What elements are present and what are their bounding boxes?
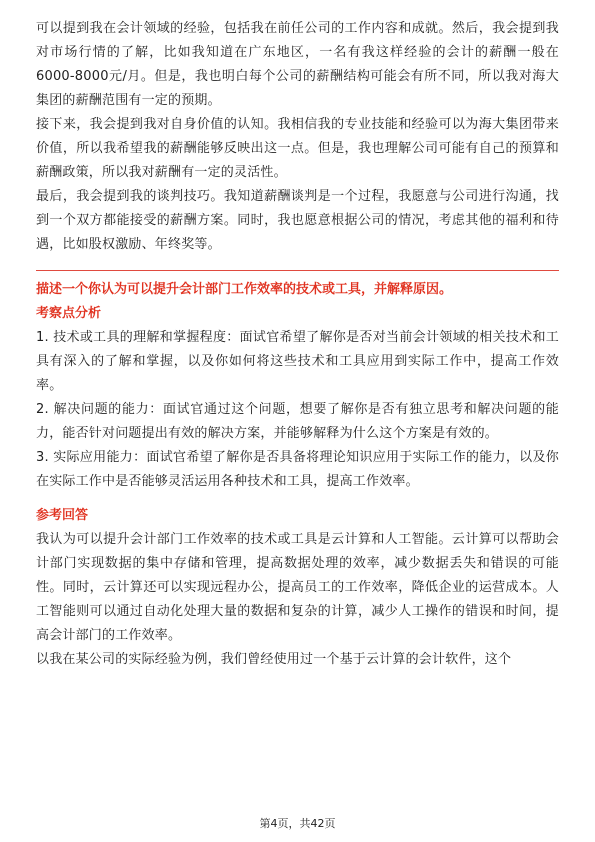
answer-title: 参考回答 (36, 508, 89, 523)
answer-paragraph-2: 以我在某公司的实际经验为例，我们曾经使用过一个基于云计算的会计软件，这个 (36, 652, 512, 667)
answer-paragraph-1: 我认为可以提升会计部门工作效率的技术或工具是云计算和人工智能。云计算可以帮助会计部门实现数据的集中存储和管理，提高数据处理的效率，减少数据丢失和错误的可能性。同时，云计算还可以实现远程办公，提高员工的工作效率，降低企业的运营成本。人工智能则可以通过自动化处理大量的数据和复杂的计算，减少人工操作的错误和时间，提高会计部门的工作效率。 (36, 532, 559, 643)
section-gap (36, 494, 559, 504)
analysis-item-3: 3. 实际应用能力：面试官希望了解你是否具备将理论知识应用于实际工作的能力，以及你在实际工作中是否能够灵活运用各种技术和工具，提高工作效率。 (36, 450, 559, 489)
page-number: 第4页，共42页 (259, 817, 336, 830)
intro-paragraph-3: 最后，我会提到我的谈判技巧。我知道薪酬谈判是一个过程，我愿意与公司进行沟通，找到一个双方都能接受的薪酬方案。同时，我也愿意根据公司的情况，考虑其他的福利和待遇，比如股权激励、年终奖等。 (36, 189, 559, 252)
analysis-item-2: 2. 解决问题的能力：面试官通过这个问题，想要了解你是否有独立思考和解决问题的能力，能否针对问题提出有效的解决方案，并能够解释为什么这个方案是有效的。 (36, 402, 559, 441)
analysis-item-1: 1. 技术或工具的理解和掌握程度：面试官希望了解你是否对当前会计领域的相关技术和工具有深入的了解和掌握，以及你如何将这些技术和工具应用到实际工作中，提高工作效率。 (36, 330, 559, 393)
page-content (36, 17, 559, 672)
intro-paragraph-1: 可以提到我在会计领域的经验，包括我在前任公司的工作内容和成就。然后，我会提到我对市场行情的了解，比如我知道在广东地区，一名有我这样经验的会计的薪酬一般在6000-8000元/月。但是，我也明白每个公司的薪酬结构可能会有所不同，所以我对海大集团的薪酬范围有一定的预期。 (36, 21, 559, 108)
analysis-title: 考察点分析 (36, 306, 102, 321)
question-heading: 描述一个你认为可以提升会计部门工作效率的技术或工具，并解释原因。 (36, 282, 453, 297)
intro-paragraph-2: 接下来，我会提到我对自身价值的认知。我相信我的专业技能和经验可以为海大集团带来价值，所以我希望我的薪酬能够反映出这一点。但是，我也理解公司可能有自己的预算和薪酬政策，所以我对薪酬有一定的灵活性。 (36, 117, 559, 180)
section-divider (36, 270, 559, 271)
